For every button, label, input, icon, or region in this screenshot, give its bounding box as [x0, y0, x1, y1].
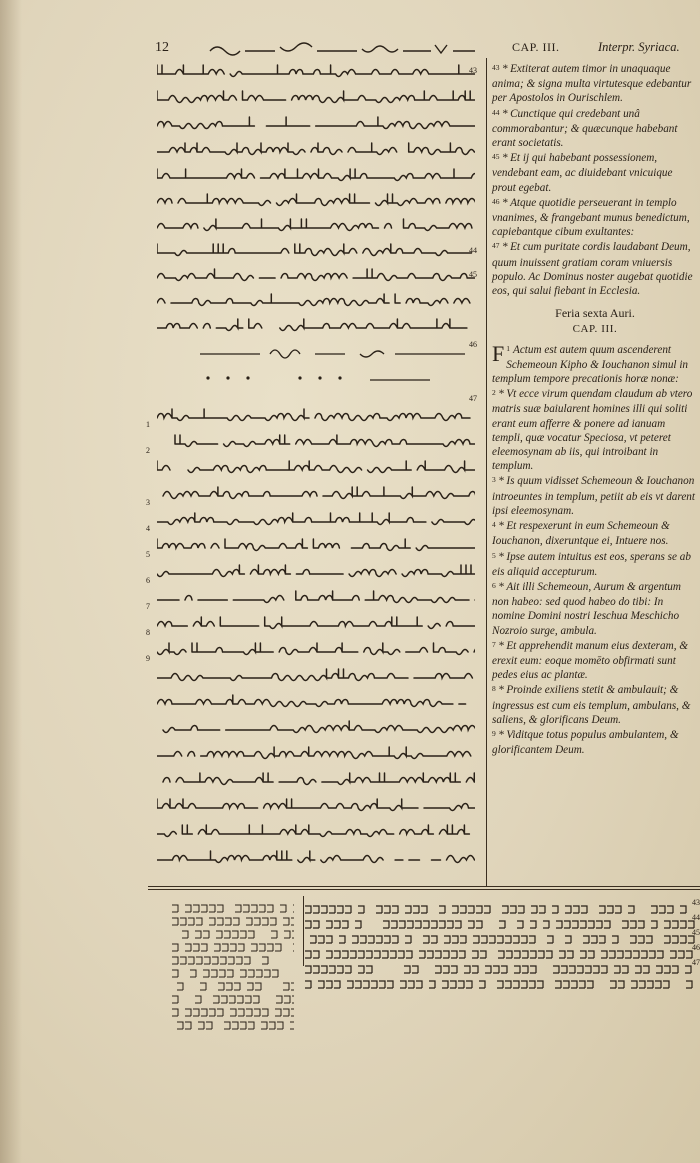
chapter-heading: CAP. III.: [512, 40, 560, 54]
interpretation-heading: Interpr. Syriaca.: [598, 40, 680, 54]
verse-text: Et ij qui habebant possessionem, vendebant eam, ac diuidebant vnicuique prout egebat.: [492, 152, 673, 194]
syriac-verse-marker: 2: [146, 446, 150, 455]
syriac-text-line: [157, 318, 475, 334]
syriac-text-line: [157, 824, 475, 840]
verse-text: Vt ecce virum quendam claudum ab vtero matris suæ baiularent homines illi qui soliti erant eum afferre & ponere ad ianuam templi, quæ vocatur Speciosa, vt peteret eleemosynam ab iis, qui introibant in templum.: [492, 388, 693, 473]
latin-verse: [492, 474, 698, 518]
footnote-verse-marker: 45: [692, 928, 700, 937]
latin-verse: [492, 196, 698, 240]
verse-text: Et apprehendit manum eius dexteram, & erexit eum: eoque momēto obfirmati sunt pedes eius ac plantæ.: [492, 639, 689, 682]
syriac-text-line: [157, 746, 475, 762]
asterisk-marker: *: [498, 728, 505, 741]
hebrew-text-line: [305, 977, 695, 989]
syriac-text-line: [157, 720, 475, 736]
drop-capital: F: [492, 340, 505, 366]
footnote-verse-marker: 44: [692, 913, 700, 922]
syriac-verse-marker: 5: [146, 550, 150, 559]
verse-text: Proinde exiliens stetit & ambulauit; & ingressus est cum eis templum, ambulans, & saliens, & glorificans Deum.: [492, 684, 691, 726]
verse-number: 47: [492, 241, 500, 251]
latin-verse: [492, 639, 698, 683]
syriac-text-line: [157, 616, 475, 632]
syriac-verse-marker: 45: [469, 270, 477, 279]
verse-number: 46: [492, 196, 500, 206]
syriac-text-line: [157, 142, 475, 158]
syriac-running-head: [205, 37, 480, 59]
syriac-text-line: [157, 434, 475, 450]
syriac-text-line: [157, 116, 475, 132]
syriac-verse-marker: 47: [469, 394, 477, 403]
syriac-verse-marker: 8: [146, 628, 150, 637]
latin-verse: [492, 683, 698, 727]
latin-translation-column: [492, 62, 698, 758]
verse-number: 1: [506, 343, 510, 353]
footnote-verse-marker: 46: [692, 943, 700, 952]
syriac-verse-marker: 44: [469, 246, 477, 255]
footnote-verse-marker: 43: [692, 898, 700, 907]
asterisk-marker: *: [502, 63, 509, 75]
syriac-section-heading: [200, 344, 470, 360]
asterisk-marker: *: [502, 152, 509, 165]
hebrew-gloss-line: [172, 939, 294, 951]
footnote-column-divider: [303, 896, 304, 966]
verse-number: 6: [492, 580, 496, 590]
page-number: 12: [155, 40, 169, 55]
syriac-text-line: [157, 512, 475, 528]
verse-number: 8: [492, 684, 496, 694]
hebrew-gloss-line: [172, 913, 294, 925]
asterisk-marker: *: [502, 196, 509, 209]
section-chapter: CAP. III.: [572, 323, 618, 336]
asterisk-marker: *: [502, 241, 509, 254]
verse-text: Atque quotidie perseuerant in templo vnanimes, & frangebant munus benedictum, capiebantque cibum exultantes:: [492, 196, 690, 239]
hebrew-text-line: [305, 932, 695, 944]
verse-text: Actum est autem quum ascenderent Schemeoun Kipho & Iouchanon simul in templum tempore precationis horæ nonæ:: [492, 343, 689, 386]
footnote-rule-double: [148, 889, 700, 890]
asterisk-marker: *: [502, 107, 509, 120]
syriac-text-line: [157, 798, 475, 814]
syriac-verse-marker: 4: [146, 524, 150, 533]
footnote-rule: [148, 886, 700, 887]
hebrew-text-line: [305, 917, 695, 929]
hebrew-text-line: [305, 902, 695, 914]
asterisk-marker: *: [498, 388, 505, 401]
syriac-text-line: [157, 243, 475, 259]
verse-number: 45: [492, 152, 500, 162]
column-divider: [486, 58, 487, 886]
hebrew-gloss-line: [172, 952, 294, 964]
syriac-text-line: [157, 168, 475, 184]
asterisk-marker: *: [498, 550, 505, 563]
latin-verse: [492, 580, 698, 638]
syriac-text-line: [157, 486, 475, 502]
verse-text: Et respexerunt in eum Schemeoun & Iouchanon, dixeruntque ei, Intuere nos.: [492, 520, 670, 548]
latin-verse: [492, 550, 698, 579]
syriac-text-line: [157, 193, 475, 209]
page-edge-shadow: [0, 0, 22, 1163]
syriac-text-line: [157, 564, 475, 580]
asterisk-marker: *: [498, 580, 505, 593]
syriac-text-line: [157, 694, 475, 710]
syriac-text-line: [157, 293, 475, 309]
ornament-marks: [200, 371, 460, 387]
verse-number: 3: [492, 475, 496, 485]
syriac-verse-marker: 46: [469, 340, 477, 349]
syriac-text-line: [157, 850, 475, 866]
hebrew-text-line: [305, 962, 695, 974]
syriac-verse-marker: 1: [146, 420, 150, 429]
verse-text: Et cum puritate cordis laudabant Deum, quum inuissent gratiam coram vniuersis populo. Ac Dominus noster augebat quotidie eos, qui salui fiebant in Ecclesia.: [492, 241, 693, 298]
verse-number: 44: [492, 107, 500, 117]
syriac-verse-marker: 6: [146, 576, 150, 585]
latin-verse: [492, 151, 698, 195]
footnote-verse-marker: 47: [692, 958, 700, 967]
syriac-verse-marker: 43: [469, 66, 477, 75]
latin-verse: [492, 107, 698, 151]
syriac-text-line: [157, 218, 475, 234]
syriac-verse-marker: 3: [146, 498, 150, 507]
verse-number: 9: [492, 728, 496, 738]
verse-text: Ipse autem intuitus est eos, sperans se ab eis aliquid accepturum.: [492, 550, 691, 578]
verse-number: 4: [492, 520, 496, 530]
latin-verse: [492, 340, 698, 387]
verse-text: Ait illi Schemeoun, Aurum & argentum non habeo: sed quod habeo do tibi: In nomine Domini nostri Ieschua Meschicho Nozroio surge, ambula.: [492, 580, 681, 637]
asterisk-marker: *: [498, 639, 505, 652]
syriac-verse-marker: 9: [146, 654, 150, 663]
hebrew-text-line: [305, 947, 695, 959]
latin-verse: [492, 728, 698, 757]
verse-number: 7: [492, 639, 496, 649]
verse-text: Cunctique qui credebant unâ commorabantur; & quæcunque habebant erant societatis.: [492, 107, 678, 150]
syriac-text-line: [157, 90, 475, 106]
syriac-text-line: [157, 590, 475, 606]
latin-verse: [492, 519, 698, 548]
syriac-text-line: [157, 642, 475, 658]
syriac-text-line: [157, 772, 475, 788]
syriac-text-line: [157, 538, 475, 554]
hebrew-gloss-line: [172, 926, 294, 938]
hebrew-gloss-line: [172, 978, 294, 990]
syriac-text-line: [157, 668, 475, 684]
verse-number: 2: [492, 388, 496, 398]
asterisk-marker: *: [498, 520, 505, 533]
verse-number: 43: [492, 63, 500, 72]
hebrew-gloss-line: [172, 900, 294, 912]
latin-verse: [492, 387, 698, 473]
asterisk-marker: *: [498, 475, 505, 488]
syriac-text-line: [157, 408, 475, 424]
verse-text: Viditque totus populus ambulantem, & glorificantem Deum.: [492, 728, 679, 757]
verse-text: Is quum vidisset Schemeoun & Iouchanon introeuntes in templum, petiit ab eis vt darent ipsi eleemosynam.: [492, 475, 696, 517]
latin-verse: [492, 62, 698, 106]
hebrew-gloss-line: [172, 965, 294, 977]
syriac-text-line: [157, 460, 475, 476]
hebrew-gloss-line: [172, 1004, 294, 1016]
hebrew-gloss-line: [172, 991, 294, 1003]
hebrew-gloss-line: [172, 1017, 294, 1029]
syriac-verse-marker: 7: [146, 602, 150, 611]
asterisk-marker: *: [498, 684, 505, 697]
verse-number: 5: [492, 550, 496, 560]
syriac-text-line: [157, 64, 475, 80]
syriac-text-line: [157, 268, 475, 284]
section-title: Feria sexta Auri.: [555, 306, 635, 321]
verse-text: Extiterat autem timor in unaquaque anima; & signa multa virtutesque edebantur per Apostolos in Ourischlem.: [492, 63, 692, 105]
latin-verse: [492, 240, 698, 298]
